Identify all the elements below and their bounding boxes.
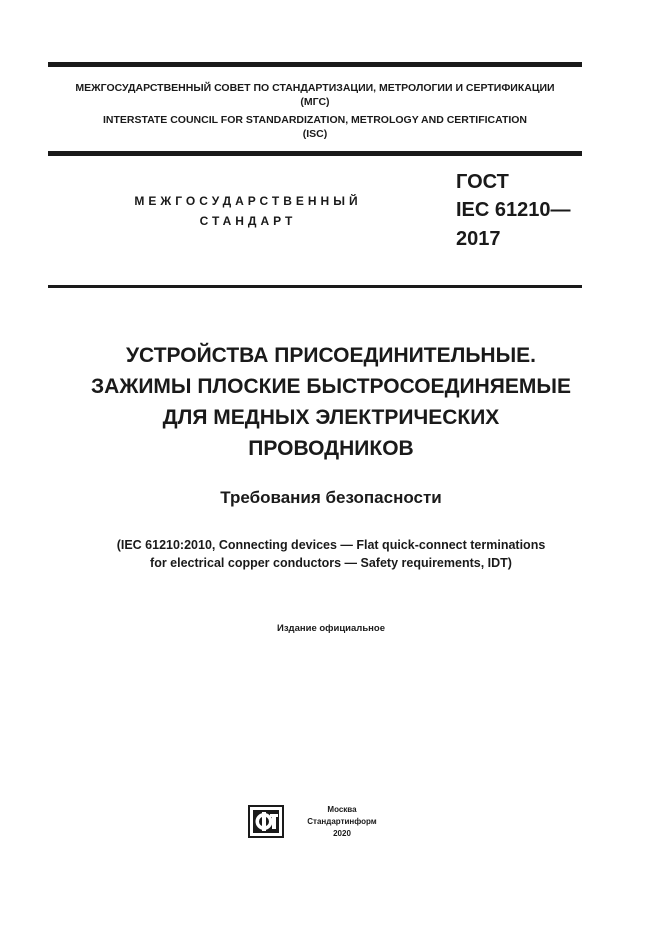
standard-kind-line1: МЕЖГОСУДАРСТВЕННЫЙ — [134, 194, 362, 208]
gost-code-line3: 2017 — [456, 228, 501, 250]
title-line2: ЗАЖИМЫ ПЛОСКИЕ БЫСТРОСОЕДИНЯЕМЫЕ — [91, 375, 571, 398]
council-name-russian — [48, 81, 582, 109]
middle-divider — [48, 151, 582, 156]
gost-code-line1: ГОСТ — [456, 171, 509, 193]
council-en-line1: INTERSTATE COUNCIL FOR STANDARDIZATION, METROLOGY AND CERTIFICATION — [102, 114, 528, 126]
original-standard-line1: (IEC 61210:2010, Connecting devices — Flat quick-connect terminations — [116, 538, 546, 552]
gost-code-line2: IEC 61210— — [456, 199, 571, 221]
top-divider — [48, 62, 582, 67]
publisher-city: Москва — [327, 805, 357, 814]
publisher-name: Стандартинформ — [307, 817, 377, 826]
title-line1: УСТРОЙСТВА ПРИСОЕДИНИТЕЛЬНЫЕ. — [125, 344, 536, 367]
title-line3: ДЛЯ МЕДНЫХ ЭЛЕКТРИЧЕСКИХ — [162, 406, 500, 429]
original-standard-line2: for electrical copper conductors — Safety requirements, IDT) — [150, 556, 512, 570]
subtitle: Требования безопасности — [220, 488, 442, 507]
standartinform-logo-icon — [248, 805, 284, 838]
council-ru-line2: (МГС) — [300, 96, 330, 108]
council-ru-line1: МЕЖГОСУДАРСТВЕННЫЙ СОВЕТ ПО СТАНДАРТИЗАЦИИ, МЕТРОЛОГИИ И СЕРТИФИКАЦИИ — [75, 82, 555, 94]
title-line4: ПРОВОДНИКОВ — [248, 437, 414, 460]
standard-kind-line2: СТАНДАРТ — [199, 214, 297, 228]
publisher-year: 2020 — [333, 829, 351, 838]
council-name-english — [48, 113, 582, 141]
lower-divider — [48, 285, 582, 288]
council-en-line2: (ISC) — [302, 128, 328, 140]
edition-label: Издание официальное — [277, 623, 385, 634]
